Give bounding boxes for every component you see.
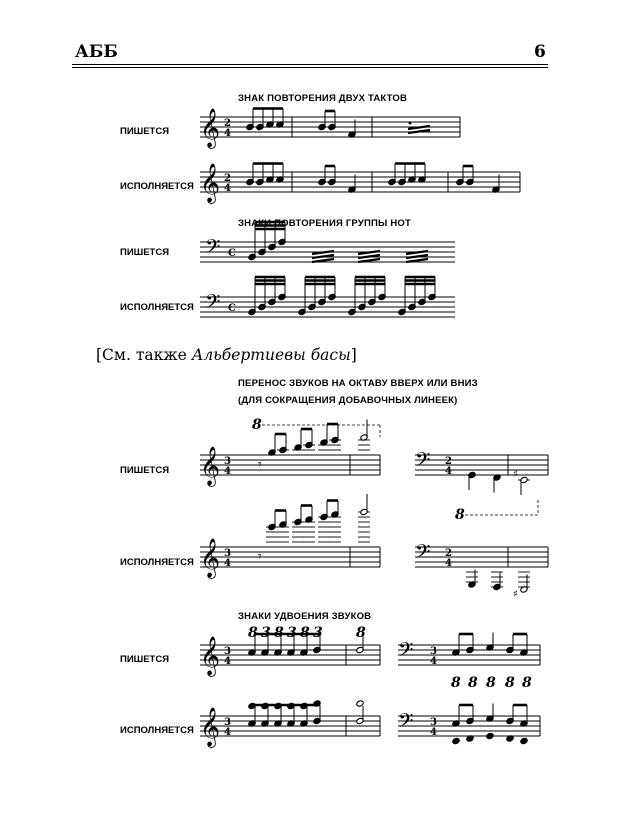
time-signature-denominator: 4 xyxy=(224,183,231,194)
see-also-prefix: [См. также xyxy=(96,346,192,364)
octave-mark: 8 xyxy=(486,675,496,691)
bass-clef: 𝄢 xyxy=(398,709,414,737)
sharp-sign: ♯ xyxy=(513,469,518,480)
triplet-mark: 3 xyxy=(261,625,271,641)
bass-clef: 𝄢 xyxy=(398,638,414,666)
octave-mark: 8 xyxy=(274,625,284,641)
time-signature-denominator: 4 xyxy=(224,558,231,569)
time-signature-numerator: 3 xyxy=(430,717,437,728)
octave-mark: 8 xyxy=(505,675,515,691)
repeat-slash xyxy=(358,255,380,258)
triplet-mark: 3 xyxy=(287,625,297,641)
eighth-rest: 𝄾 xyxy=(258,549,262,565)
time-signature-denominator: 4 xyxy=(224,128,231,139)
see-also-link[interactable]: Альбертиевы басы xyxy=(191,346,351,364)
repeat-slash xyxy=(312,251,334,254)
octave-mark: 8 xyxy=(252,417,262,433)
see-also-suffix: ] xyxy=(350,346,357,364)
time-signature-numerator: 3 xyxy=(430,646,437,657)
sharp-sign: ♯ xyxy=(513,589,518,600)
label-written: ПИШЕТСЯ xyxy=(120,126,170,137)
time-signature-numerator: 2 xyxy=(445,456,452,467)
time-signature-numerator: 3 xyxy=(224,717,231,728)
repeat-slash xyxy=(312,255,334,258)
time-signature-numerator: 3 xyxy=(224,646,231,657)
bass-clef: 𝄢 xyxy=(415,448,431,476)
common-time: C xyxy=(228,303,236,314)
section-title-group-repeat: ЗНАКИ ПОВТОРЕНИЯ ГРУППЫ НОТ xyxy=(238,218,411,229)
section-subtitle-octave: (ДЛЯ СОКРАЩЕНИЯ ДОБАВОЧНЫХ ЛИНЕЕК) xyxy=(238,395,458,406)
section-title-octave: ПЕРЕНОС ЗВУКОВ НА ОКТАВУ ВВЕРХ ИЛИ ВНИЗ xyxy=(238,378,478,389)
time-signature-numerator: 2 xyxy=(224,173,231,184)
label-performed: ИСПОЛНЯЕТСЯ xyxy=(120,557,194,568)
notehead xyxy=(486,732,494,739)
octave-mark: 8 xyxy=(356,625,366,641)
treble-clef: 𝄞 xyxy=(200,108,221,148)
time-signature-numerator: 3 xyxy=(224,548,231,559)
octave-mark: 8 xyxy=(451,675,461,691)
label-performed: ИСПОЛНЯЕТСЯ xyxy=(120,181,194,192)
repeat-slash xyxy=(406,255,428,258)
bass-clef: 𝄢 xyxy=(415,540,431,568)
time-signature-denominator: 4 xyxy=(224,466,231,477)
octave-mark: 8 xyxy=(248,625,258,641)
running-head: АББ xyxy=(75,42,118,62)
repeat-slash xyxy=(408,126,430,129)
eighth-rest: 𝄾 xyxy=(258,457,262,473)
time-signature-numerator: 3 xyxy=(224,456,231,467)
time-signature-denominator: 4 xyxy=(430,656,437,667)
notehead xyxy=(520,737,528,744)
common-time: C xyxy=(228,248,236,259)
notehead xyxy=(452,737,460,744)
treble-clef: 𝄞 xyxy=(200,538,221,578)
triplet-mark: 3 xyxy=(313,625,323,641)
treble-clef: 𝄞 xyxy=(200,707,221,747)
octave-mark: 8 xyxy=(468,675,478,691)
time-signature-denominator: 4 xyxy=(445,558,452,569)
label-written: ПИШЕТСЯ xyxy=(120,654,170,665)
octave-mark: 8 xyxy=(522,675,532,691)
page-number: 6 xyxy=(534,42,546,62)
label-performed: ИСПОЛНЯЕТСЯ xyxy=(120,302,194,313)
time-signature-denominator: 4 xyxy=(430,727,437,738)
octave-mark: 8 xyxy=(455,507,465,523)
bass-clef: 𝄢 xyxy=(205,235,221,263)
label-written: ПИШЕТСЯ xyxy=(120,247,170,258)
section-title-bar-repeat: ЗНАК ПОВТОРЕНИЯ ДВУХ ТАКТОВ xyxy=(238,93,408,104)
label-performed: ИСПОЛНЯЕТСЯ xyxy=(120,725,194,736)
repeat-dot xyxy=(409,122,412,125)
bass-clef: 𝄢 xyxy=(205,290,221,318)
repeat-slash xyxy=(358,251,380,254)
repeat-slash xyxy=(406,251,428,254)
octave-mark: 8 xyxy=(300,625,310,641)
section-title-doubling: ЗНАКИ УДВОЕНИЯ ЗВУКОВ xyxy=(238,611,372,622)
label-written: ПИШЕТСЯ xyxy=(120,465,170,476)
time-signature-denominator: 4 xyxy=(224,656,231,667)
time-signature-denominator: 4 xyxy=(224,727,231,738)
repeat-dot xyxy=(427,130,430,133)
time-signature-numerator: 2 xyxy=(445,548,452,559)
treble-clef: 𝄞 xyxy=(200,636,221,676)
time-signature-denominator: 4 xyxy=(445,466,452,477)
time-signature-numerator: 2 xyxy=(224,118,231,129)
treble-clef: 𝄞 xyxy=(200,446,221,486)
treble-clef: 𝄞 xyxy=(200,163,221,203)
